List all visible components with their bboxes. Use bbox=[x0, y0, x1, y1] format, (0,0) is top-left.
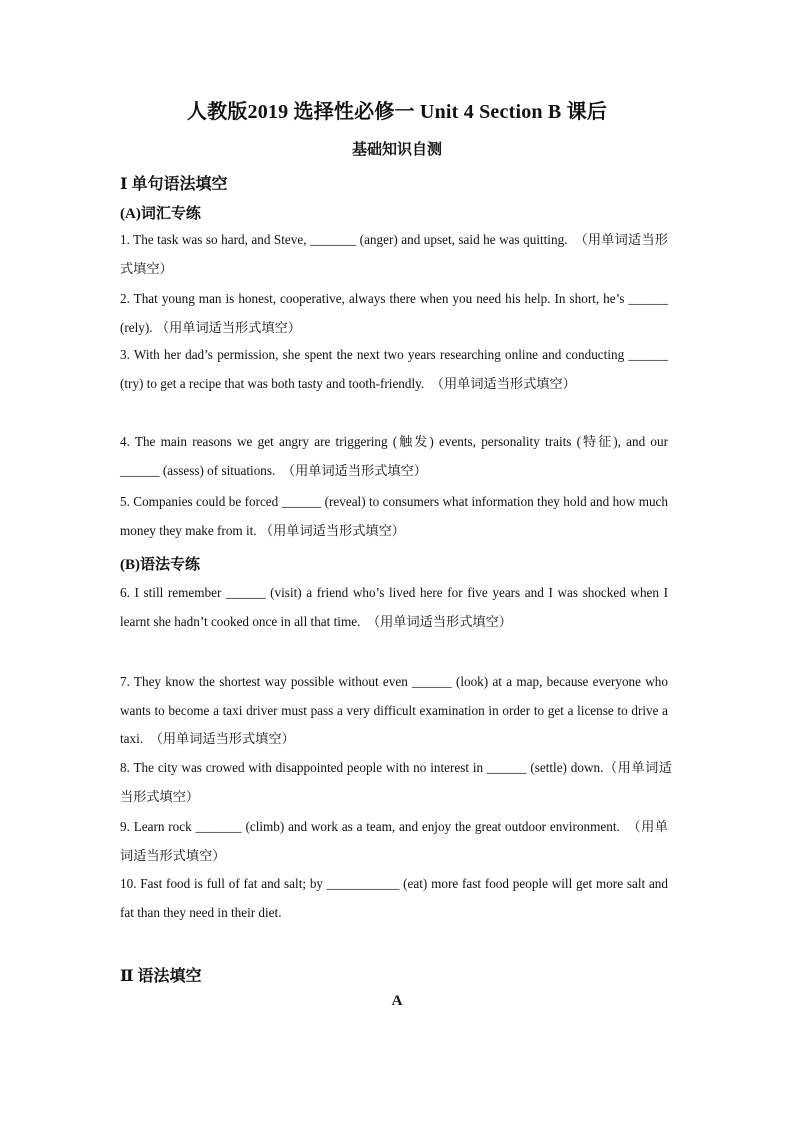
question-6: 6. I still remember ______ (visit) a friend who’s lived here for five years and I was shocked when I learnt she hadn’t cooked once in all that time. （用单词适当形式填空） bbox=[120, 585, 668, 629]
question-9: 9. Learn rock _______ (climb) and work as a team, and enjoy the great outdoor environment. （用单词适当形式填空） bbox=[120, 819, 668, 863]
section-2-heading: Ⅱ 语法填空 bbox=[120, 968, 202, 985]
question-4: 4. The main reasons we get angry are triggering (触发) events, personality traits (特征), and our ______ (assess) of situations. （用单词适当形式填空） bbox=[120, 434, 668, 478]
question-7: 7. They know the shortest way possible without even ______ (look) at a map, because everyone who wants to become a taxi driver must pass a very difficult examination in order to get a license to drive a taxi. （用单词适当形式填空） bbox=[120, 674, 668, 747]
part-a-heading: (A)词汇专练 bbox=[120, 206, 201, 222]
question-10: 10. Fast food is full of fat and salt; by ___________ (eat) more fast food people will get more salt and fat than they need in their diet. bbox=[120, 876, 668, 920]
question-8: 8. The city was crowed with disappointed people with no interest in ______ (settle) down.（用单词适当形式填空） bbox=[120, 760, 672, 804]
passage-label: A bbox=[391, 993, 403, 1009]
document-subtitle: 基础知识自测 bbox=[351, 142, 442, 158]
question-3: 3. With her dad’s permission, she spent the next two years researching online and conducting ______ (try) to get a recipe that was both tasty and tooth-friendly. （用单词适当形式填空） bbox=[120, 347, 668, 391]
section-1-heading: Ⅰ 单句语法填空 bbox=[120, 176, 228, 193]
question-1: 1. The task was so hard, and Steve, _______ (anger) and upset, said he was quitting. （用单词适当形式填空） bbox=[120, 232, 668, 276]
part-b-heading: (B)语法专练 bbox=[120, 557, 200, 573]
question-2: 2. That young man is honest, cooperative, always there when you need his help. In short, he’s ______ (rely). （用单词适当形式填空） bbox=[120, 291, 668, 335]
document-title: 人教版2019 选择性必修一 Unit 4 Section B 课后 bbox=[186, 101, 608, 123]
question-5: 5. Companies could be forced ______ (reveal) to consumers what information they hold and how much money they make from it. （用单词适当形式填空） bbox=[120, 494, 668, 538]
